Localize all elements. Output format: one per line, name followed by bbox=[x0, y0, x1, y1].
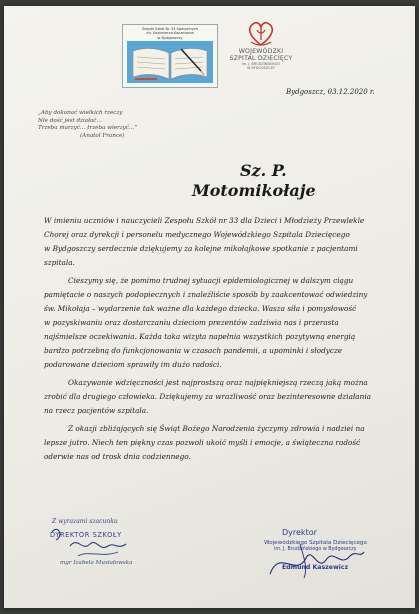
quote-author: (Anatol France) bbox=[80, 132, 125, 139]
open-book-icon bbox=[127, 41, 213, 83]
letter-date: Bydgoszcz, 03.12.2020 r. bbox=[286, 88, 375, 96]
school-logo bbox=[122, 24, 218, 88]
hospital-stamp-line-2: im. J. Brudzińskiego w Bydgoszczy bbox=[274, 547, 357, 552]
hospital-director-signature bbox=[260, 528, 380, 588]
letter-page bbox=[4, 6, 415, 608]
hospital-subtitle-2: W BYDGOSZCZY bbox=[247, 66, 275, 70]
handwritten-signature-icon bbox=[260, 538, 370, 582]
handwritten-signature-icon bbox=[48, 522, 158, 562]
quote-line: „Aby dokonać wielkich rzeczy bbox=[38, 110, 123, 116]
hospital-stamp-title: Dyrektor bbox=[282, 528, 317, 537]
hospital-subtitle-1: im. J. BRUDZIŃSKIEGO bbox=[241, 62, 280, 66]
quote-line: Trzeba marzyć… trzeba wierzyć…” bbox=[38, 125, 138, 132]
paragraph: Cieszymy się, że pomimo trudnej sytuacji epidemiologicznej w dalszym ciągu pamiętacie o naszych podopiecznych i znaleźliście sposób by zaakcentować odwiedziny św. Mikołaja – wydarzenie tak ważne dla każdego dziecka. Wasza siła i pomysłowość w pozyskiwaniu oraz dostarczaniu dzieciom prezentów zadziwia nas i przerasta najśmielsze oczekiwania. Każda taka wizyta napełnia wszystkich pozytywną energią bardzo potrzebną do funkcjonowania w czasach pandemii, a upominki i słodycze podarowane dzieciom sprawiły im dużo radości. bbox=[44, 276, 368, 369]
hospital-stamp-line-1: Wojewódzkiego Szpitala Dziecięcego bbox=[264, 540, 367, 546]
handwritten-note: Z wyrazami szacunku bbox=[52, 518, 118, 525]
hospital-director-name: Edmund Kaszewicz bbox=[282, 564, 349, 571]
hospital-name: WOJEWÓDZKI SZPITAL DZIECIĘCY bbox=[229, 48, 293, 62]
school-director-name: mgr Izabela Musiałowska bbox=[60, 560, 133, 566]
school-director-signature bbox=[40, 516, 160, 586]
letter-body bbox=[44, 214, 380, 468]
hospital-logo bbox=[226, 18, 296, 80]
paragraph: Z okazji zbliżających się Świąt Bożego Narodzenia życzymy zdrowia i nadziei na lepsze jutro. Niech ten piękny czas pozwoli ukoić myśli i emocje, a świąteczna radość oderwie nas od trosk dnia codziennego. bbox=[44, 424, 365, 461]
school-stamp-title: DYREKTOR SZKOŁY bbox=[50, 531, 122, 539]
motto-quote bbox=[38, 110, 137, 140]
letter-title: Motomikołaje bbox=[192, 181, 316, 200]
paragraph: Okazywanie wdzięczności jest najprostszą oraz najpiękniejszą rzeczą jaką można zrobić dla drugiego człowieka. Dziękujemy za wrażliwość oraz bezinteresowne działania na rzecz pacjentów szpitala. bbox=[44, 378, 372, 415]
hospital-heart-icon bbox=[245, 18, 277, 48]
school-logo-text: Zespół Szkół Nr 33 Specjalnych im. Kazimierza Kaczmarka w Bydgoszczy bbox=[141, 27, 199, 40]
paragraph: W imieniu uczniów i nauczycieli Zespołu Szkół nr 33 dla Dzieci i Młodzieży Przewlekle Chorej oraz dyrekcji i personelu medycznego Wojewódzkiego Szpitala Dziecięcego w Bydgoszczy serdecznie dziękujemy za kolejne mikołajkowe spotkanie z pacjentami szpitala. bbox=[44, 216, 365, 267]
quote-line: Nie dość jest działać… bbox=[38, 117, 102, 124]
salutation: Sz. P. bbox=[240, 161, 287, 180]
